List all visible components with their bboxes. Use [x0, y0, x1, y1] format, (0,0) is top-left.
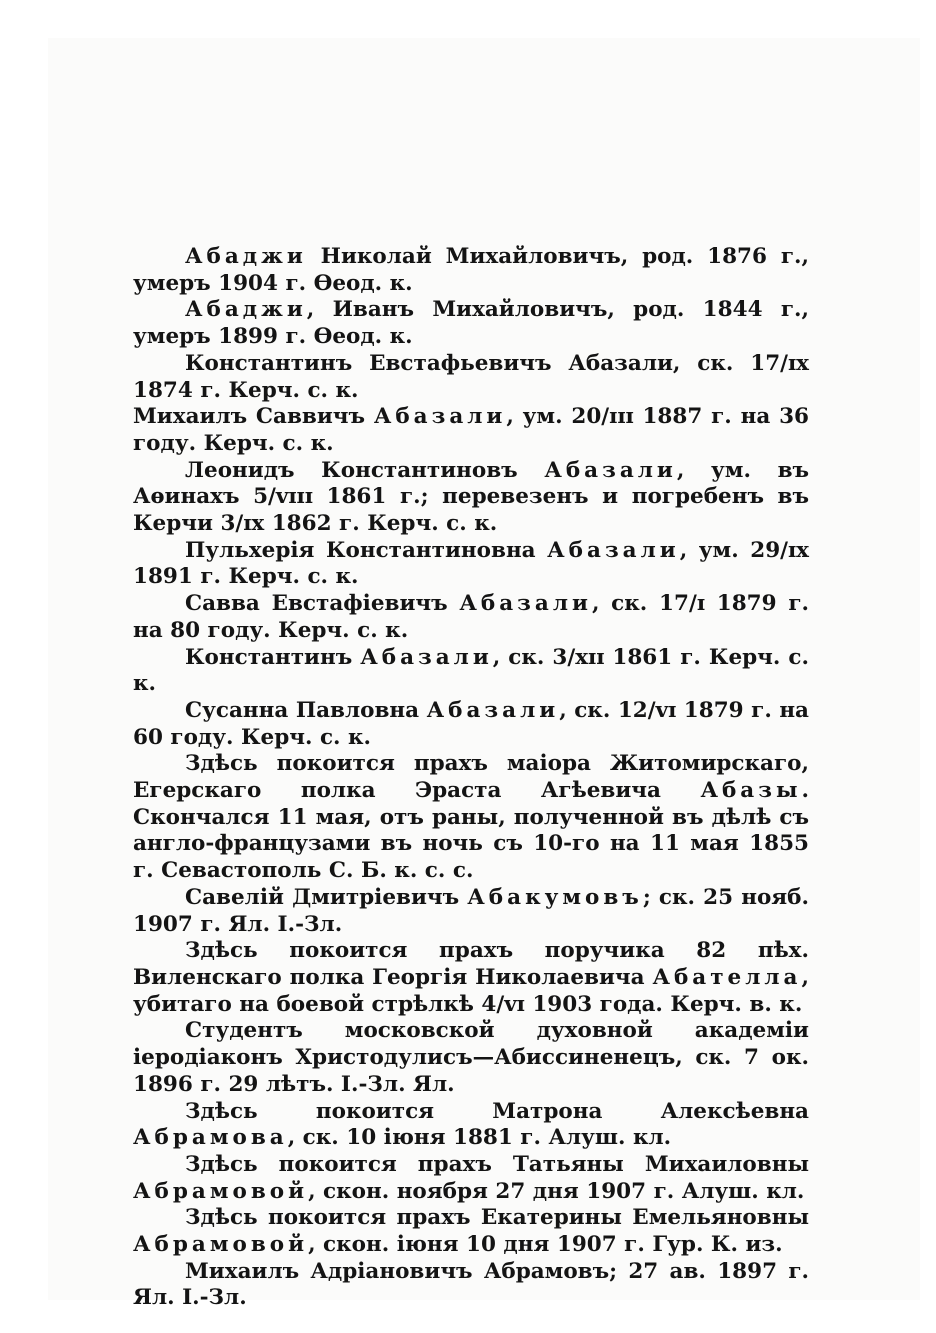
entry-text: , ск. 10 іюня 1881 г. Алуш. кл. [287, 1125, 672, 1151]
entry-text: , Иванъ Михайловичъ, род. 1844 г., умеръ 1899 г. Ѳеод. к. [133, 297, 809, 350]
entry-abatella-georgiy [133, 938, 809, 1018]
entry-text: Михаилъ Саввичъ [133, 404, 374, 430]
entry-text: , скон. ноября 27 дня 1907 г. Алуш. кл. [308, 1178, 805, 1204]
entry-abazali-susanna [133, 698, 809, 751]
entry-text: Константинъ [185, 644, 361, 670]
surname: Абазали [373, 404, 507, 430]
entry-text: Константинъ Евстафьевичъ Абазали, ск. 17/ɪx 1874 г. Керч. с. к. [133, 350, 809, 403]
surname: Абрамовой [133, 1232, 309, 1258]
entry-text: Михаилъ Адріановичъ Абрамовъ; 27 ав. 1897 г. Ял. I.-Зл. [133, 1258, 809, 1311]
surname: Абрамова [133, 1125, 288, 1151]
entry-abazali-pulkheria [133, 538, 809, 591]
entry-khristodulis [133, 1018, 809, 1098]
entry-text: Здѣсь покоится прахъ маіора Житомирскаго, Егерскаго полка Эраста Агѣевича [133, 751, 809, 804]
surname: Абазали [459, 591, 592, 617]
entry-text: , убитаго на боевой стрѣлкѣ 4/ᴠɪ 1903 года. Керч. в. к. [133, 964, 809, 1017]
surname: Абателла [652, 964, 802, 990]
entry-text: Савва Евстафіевичъ [185, 591, 460, 617]
entry-text: , ум. въ Аѳинахъ 5/ᴠɪɪɪ 1861 г.; перевезенъ и погребенъ въ Керчи 3/ɪx 1862 г. Керч. с. к. [133, 457, 810, 537]
entry-abramova-tatiana [133, 1152, 809, 1205]
entry-abazali-konstantin [133, 645, 809, 698]
entry-text: Студентъ московской духовной академіи іеродіаконъ Христодулисъ—Абиссиненецъ, ск. 7 ок. 1896 г. 29 лѣтъ. I.-Зл. Ял. [133, 1018, 809, 1097]
entry-abramov-mikhail [133, 1259, 809, 1312]
entry-abazali-mikhail [133, 404, 809, 457]
surname: Абакумовъ [467, 884, 643, 910]
entry-text: Здѣсь покоится прахъ Татьяны Михаиловны [185, 1151, 809, 1177]
surname: Абаджи [185, 244, 307, 269]
entry-abazali-leonid [133, 458, 809, 538]
entry-text: ; ск. 25 нояб. 1907 г. Ял. I.-Зл. [133, 884, 809, 937]
entry-abramova-matrona [133, 1099, 809, 1152]
entry-text: Пульхерія Константиновна [185, 537, 548, 563]
surname: Абаджи [185, 297, 307, 323]
entry-text: . Скончался 11 мая, отъ раны, полученной въ дѣлѣ съ англо-французами въ ночь съ 10-го на 11 мая 1855 г. Севастополь С. Б. к. с. с. [133, 778, 809, 884]
entry-abakumov-saveliy [133, 885, 809, 938]
entry-text: , ск. 12/ᴠɪ 1879 г. на 60 году. Керч. с. к. [133, 697, 809, 750]
entry-text: Здѣсь покоится прахъ поручика 82 пѣх. Виленскаго полка Георгія Николаевича [133, 938, 809, 990]
entry-abadzhi-nikolai [133, 244, 809, 297]
entry-abadzhi-ivan [133, 297, 809, 350]
entry-text: , ум. 20/ɪɪɪ 1887 г. на 36 году. Керч. с. к. [133, 404, 809, 456]
entry-abazali-savva [133, 591, 809, 644]
entry-text: Здѣсь покоится прахъ Екатерины Емельяновны [185, 1205, 809, 1231]
surname: Абазали [547, 537, 680, 563]
entry-text: , скон. іюня 10 дня 1907 г. Гур. К. из. [308, 1232, 783, 1258]
surname: Абрамовой [133, 1178, 309, 1204]
surname: Абазали [426, 697, 560, 723]
entry-text: , ум. 29/ɪx 1891 г. Керч. с. к. [133, 537, 809, 590]
entry-abaza-erast [133, 751, 809, 885]
surname: Абазали [360, 644, 493, 670]
entry-text: Савелій Дмитріевичъ [185, 884, 468, 910]
entry-text: , ск. 17/ɪ 1879 г. на 80 году. Керч. с. к. [133, 591, 809, 643]
entry-text: Сусанна Павловна [185, 697, 427, 723]
surname: Абазали [544, 457, 677, 483]
entry-text: Здѣсь покоится Матрона Алексѣевна [185, 1098, 809, 1124]
entry-text: , ск. 3/xɪɪ 1861 г. Керч. с. к. [133, 644, 809, 697]
entry-abazali-konstantin-evstafievich [133, 351, 809, 404]
entry-text: Николай Михайловичъ, род. 1876 г., умеръ 1904 г. Ѳеод. к. [133, 244, 809, 296]
surname: Абазы [700, 778, 802, 804]
entry-text: Леонидъ Константиновъ [185, 457, 545, 483]
entry-abramova-ekaterina [133, 1205, 809, 1258]
necrology-entries [133, 244, 809, 1312]
